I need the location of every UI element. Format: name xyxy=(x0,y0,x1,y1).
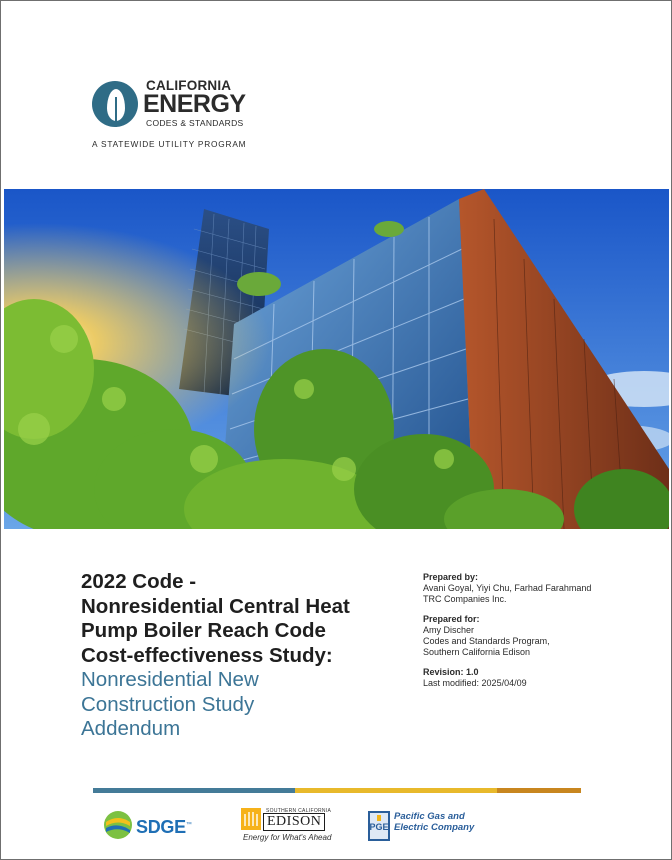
hero-building-photo xyxy=(4,189,669,529)
sdge-logo xyxy=(103,806,213,846)
leaf-emblem-icon xyxy=(92,81,138,127)
title-main xyxy=(81,570,411,668)
logo-text-program: A STATEWIDE UTILITY PROGRAM xyxy=(92,139,247,149)
subtitle-line: Nonresidential New xyxy=(81,668,259,691)
prepared-for-org: Southern California Edison xyxy=(423,647,531,657)
pge-line2: Electric Company xyxy=(394,822,475,833)
document-title xyxy=(81,570,411,742)
prepared-by-company: TRC Companies Inc. xyxy=(423,594,507,604)
prepared-for-block xyxy=(423,614,653,658)
modified-label: Last modified: xyxy=(423,678,480,688)
logo-text-energy: ENERGY xyxy=(143,90,246,118)
edison-logo-icon xyxy=(241,808,261,830)
revision-line xyxy=(423,667,653,678)
color-bar-blue xyxy=(93,788,295,793)
title-line: Nonresidential Central Heat xyxy=(81,594,350,618)
svg-text:PGE: PGE xyxy=(369,822,389,832)
sdge-trademark: ™ xyxy=(185,822,192,828)
modified-value: 2025/04/09 xyxy=(481,678,527,688)
edison-name: EDISON xyxy=(263,813,325,831)
document-info xyxy=(423,572,653,698)
california-energy-logo xyxy=(89,78,247,158)
sdge-logo-text xyxy=(136,817,192,838)
logo-text-california: CALIFORNIA xyxy=(146,78,232,93)
pge-logo-icon xyxy=(368,811,390,841)
sdge-name: SDGE xyxy=(136,817,186,837)
subtitle-line: Construction Study xyxy=(81,692,255,716)
pge-line1: Pacific Gas and xyxy=(394,811,465,822)
edison-small-text: SOUTHERN CALIFORNIA xyxy=(266,808,332,814)
prepared-by-block xyxy=(423,572,653,605)
subtitle-line: Addendum xyxy=(81,717,181,740)
revision-value: 1.0 xyxy=(466,667,479,677)
edison-tagline: Energy for What's Ahead xyxy=(243,833,332,842)
modified-line xyxy=(423,678,653,689)
prepared-by-label: Prepared by: xyxy=(423,572,479,582)
title-line: 2022 Code - xyxy=(81,570,197,593)
color-bar-orange xyxy=(497,788,581,793)
prepared-for-name: Amy Discher xyxy=(423,625,475,635)
revision-block xyxy=(423,667,653,689)
pge-logo-text xyxy=(394,811,474,833)
title-line: Pump Boiler Reach Code xyxy=(81,619,326,642)
title-subtitle xyxy=(81,668,411,742)
prepared-for-program: Codes and Standards Program, xyxy=(423,636,550,646)
prepared-for-label: Prepared for: xyxy=(423,614,480,624)
revision-label: Revision: xyxy=(423,667,464,677)
pge-logo xyxy=(368,806,488,846)
prepared-by-authors: Avani Goyal, Yiyi Chu, Farhad Farahmand xyxy=(423,583,592,593)
title-line: Cost-effectiveness Study: xyxy=(81,643,333,667)
color-bar-yellow xyxy=(295,788,497,793)
edison-logo xyxy=(241,806,341,846)
sdge-logo-icon xyxy=(103,810,133,840)
logo-text-codes: CODES & STANDARDS xyxy=(146,118,244,128)
